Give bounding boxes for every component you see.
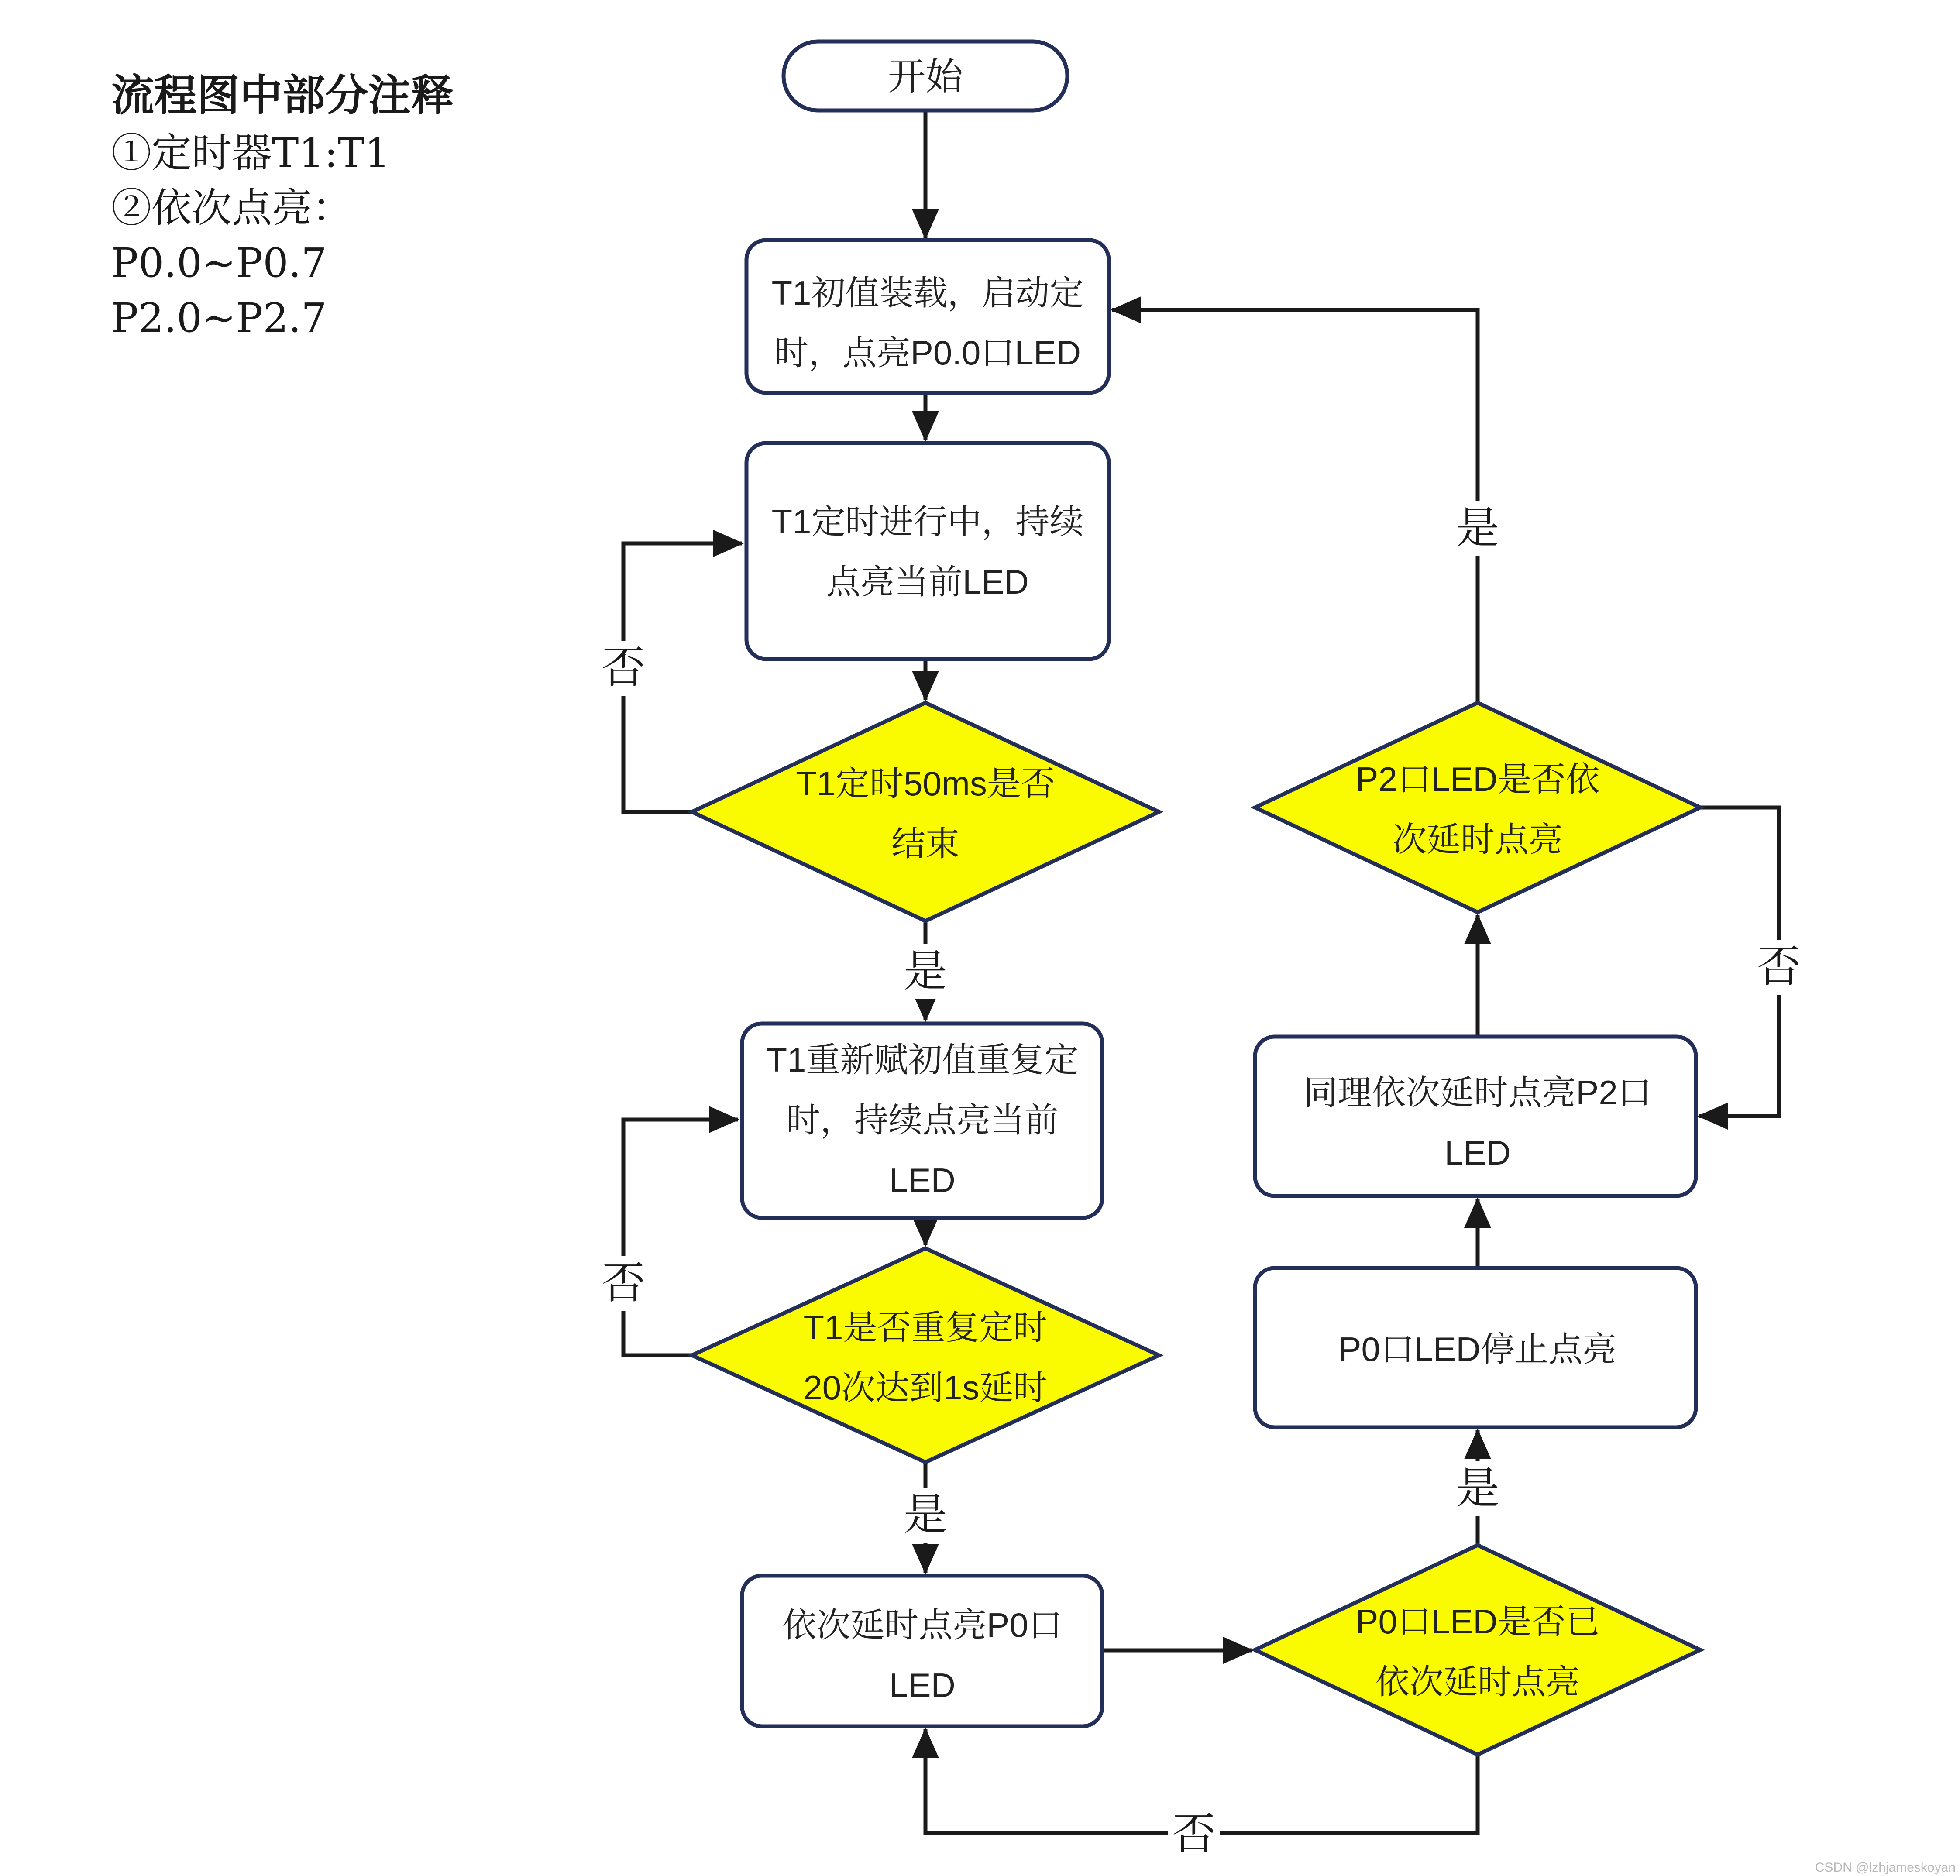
node-decision-t1-50ms [692, 703, 1159, 921]
branch-label-yes-2: 是 [904, 1490, 947, 1539]
t1-reload-line1: T1重新赋初值重复定 [766, 1041, 1079, 1079]
node-light-p2 [1255, 1037, 1696, 1196]
t1-reload-line3: LED [889, 1161, 956, 1199]
annotation-item-4: P2.0~P2.7 [111, 295, 327, 341]
p0-all-lit-line2: 依次延时点亮 [1375, 1663, 1580, 1701]
node-decision-p0-all-lit [1255, 1545, 1700, 1755]
light-p2-line1: 同理依次延时点亮P2口 [1303, 1073, 1652, 1112]
node-decision-p2-all-lit [1255, 703, 1700, 912]
load-t1-line2: 时，点亮P0.0口LED [774, 333, 1081, 372]
node-start [784, 41, 1067, 110]
t1-50ms-line1: T1定时50ms是否 [796, 764, 1055, 803]
p2-all-lit-line2: 次延时点亮 [1392, 820, 1563, 859]
branch-label-yes-3: 是 [1456, 1464, 1499, 1513]
t1-20-times-line2: 20次达到1s延时 [803, 1368, 1048, 1407]
branch-label-yes-1: 是 [904, 947, 947, 996]
decision-diamond-shape [692, 703, 1159, 921]
p2-all-lit-line1: P2口LED是否依 [1355, 760, 1600, 798]
t1-50ms-line2: 结束 [891, 825, 960, 863]
p0-stop-line1: P0口LED停止点亮 [1338, 1330, 1617, 1368]
annotation-item-2: ②依次点亮： [111, 185, 353, 231]
branch-label-no-right: 否 [1757, 942, 1801, 991]
t1-20-times-line1: T1是否重复定时 [803, 1308, 1048, 1347]
decision-diamond-shape [1255, 1545, 1700, 1755]
process-box-shape [1255, 1037, 1696, 1196]
light-p0-line2: LED [889, 1666, 956, 1704]
node-t1-running [746, 443, 1109, 659]
node-load-t1 [746, 240, 1109, 393]
t1-running-line2: 点亮当前LED [826, 563, 1029, 601]
light-p2-line2: LED [1444, 1134, 1511, 1172]
node-light-p0 [742, 1576, 1102, 1726]
node-p0-stop [1255, 1268, 1696, 1427]
t1-reload-line2: 时，持续点亮当前 [786, 1101, 1059, 1139]
edge-dp2-yes-to-load [1112, 310, 1478, 703]
branch-label-no-1: 否 [602, 643, 645, 692]
annotation-title: 流程图中部分注释 [111, 71, 454, 119]
node-t1-reload [742, 1024, 1102, 1218]
t1-running-line1: T1定时进行中，持续 [771, 502, 1084, 541]
light-p0-line1: 依次延时点亮P0口 [782, 1606, 1063, 1644]
node-decision-t1-20-times [692, 1248, 1159, 1462]
decision-diamond-shape [692, 1248, 1159, 1462]
annotation-item-1: ①定时器T1:T1 [111, 130, 390, 176]
csdn-watermark: CSDN @lzhjameskoyan [1815, 1860, 1956, 1875]
branch-label-no-bottom: 否 [1172, 1810, 1216, 1859]
decision-diamond-shape [1255, 703, 1700, 912]
process-box-shape [746, 443, 1109, 659]
edge-d20-no-loop [623, 1120, 738, 1355]
annotation-block [111, 71, 454, 341]
branch-label-yes-top: 是 [1456, 504, 1499, 553]
p0-all-lit-line1: P0口LED是否已 [1355, 1602, 1600, 1641]
load-t1-line1: T1初值装载，启动定 [771, 274, 1084, 312]
start-label: 开始 [888, 56, 963, 98]
branch-label-no-2: 否 [602, 1259, 645, 1308]
annotation-item-3: P0.0~P0.7 [111, 240, 327, 286]
